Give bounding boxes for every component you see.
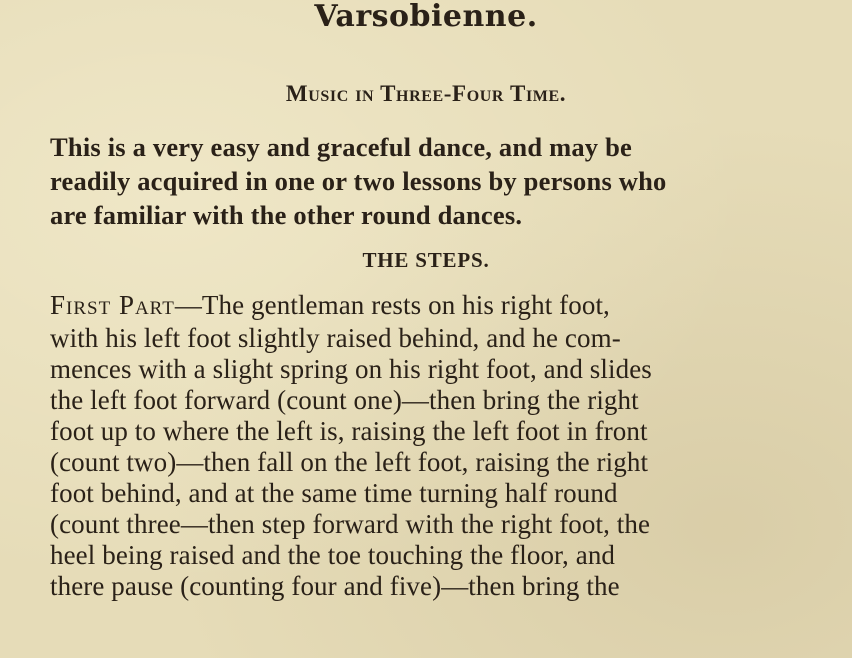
body-line-7: foot behind, and at the same time turning half round [50,478,618,508]
body-line-9: heel being raised and the toe touching the floor, and [50,540,616,570]
music-time-subtitle: Music in Three-Four Time. [285,81,567,106]
body-line-1-text: —The gentleman rests on his right foot, [174,290,610,320]
body-line-2: with his left foot slightly raised behind, and he com- [50,323,621,353]
body-line-1 [50,292,610,319]
intro-line-3: are familiar with the other round dances. [50,200,523,230]
intro-line-2: readily acquired in one or two lessons by persons who [50,166,667,196]
body-line-4: the left foot forward (count one)—then bring the right [50,385,639,415]
body-line-5: foot up to where the left is, raising the left foot in front [50,416,648,446]
body-line-3: mences with a slight spring on his right foot, and slides [50,354,652,384]
body-line-6: (count two)—then fall on the left foot, raising the right [50,447,649,477]
page-title: Varsobienne. [314,0,538,34]
intro-line-1: This is a very easy and graceful dance, and may be [50,132,632,162]
body-line-8: (count three—then step forward with the right foot, the [50,509,651,539]
first-part-label: First Part [50,290,175,320]
steps-heading: THE STEPS. [362,248,490,272]
body-line-10: there pause (counting four and five)—then bring the [50,571,620,601]
